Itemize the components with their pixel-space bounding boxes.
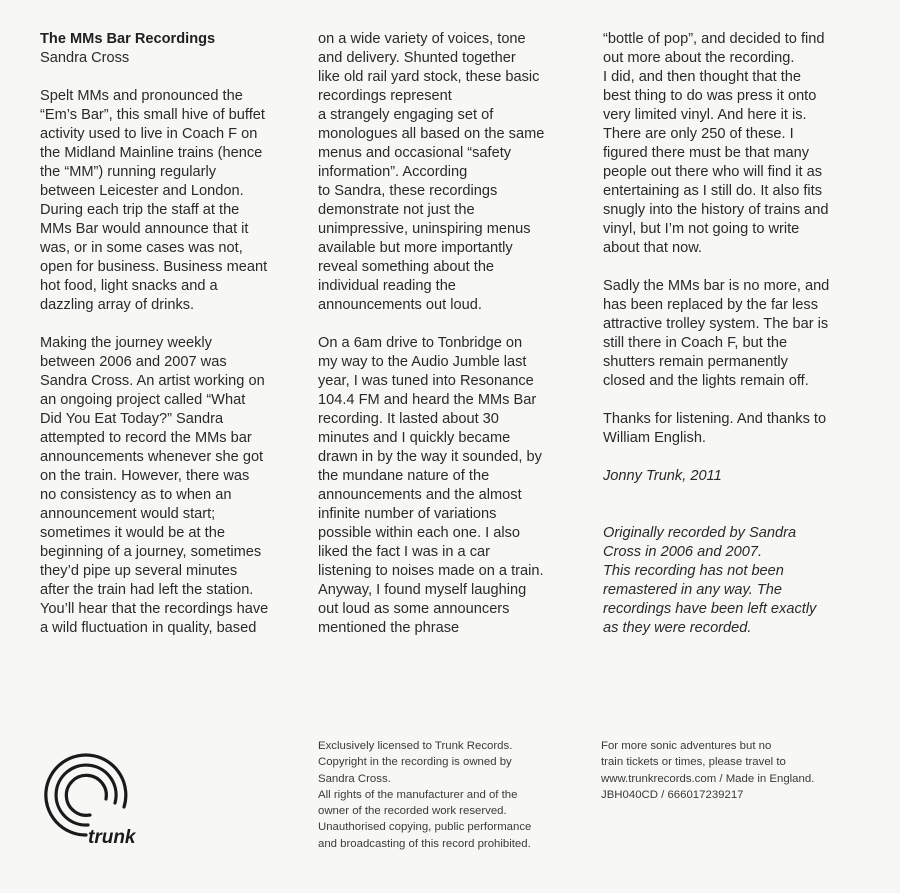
text-line: mentioned the phrase: [318, 620, 460, 636]
text-line: Anyway, I found myself laughing: [318, 582, 527, 598]
text-line: Sandra Cross. An artist working on: [40, 373, 265, 389]
text-line: like old rail yard stock, these basic: [318, 69, 540, 85]
text-line: my way to the Audio Jumble last: [318, 354, 527, 370]
text-line: vinyl, but I’m not going to write: [603, 221, 800, 237]
signature: Jonny Trunk, 2011: [603, 468, 722, 484]
text-line: snugly into the history of trains and: [603, 202, 829, 218]
text-line: best thing to do was press it onto: [603, 88, 817, 104]
text-line: announcement would start;: [40, 506, 216, 522]
text-line: minutes and I quickly became: [318, 430, 511, 446]
text-line: and broadcasting of this record prohibited.: [318, 837, 531, 850]
paragraph-sadly: [603, 277, 863, 391]
recording-note: [603, 524, 863, 638]
text-line: During each trip the staff at the: [40, 202, 240, 218]
paragraph-em-bar: [40, 87, 295, 315]
text-line: William English.: [603, 430, 706, 446]
text-line: Originally recorded by Sandra: [603, 525, 797, 541]
text-line: was, or in some cases was not,: [40, 240, 243, 256]
text-line: the “MM”) running regularly: [40, 164, 216, 180]
text-line: very limited vinyl. And here it is.: [603, 107, 807, 123]
text-line: Copyright in the recording is owned by: [318, 756, 512, 769]
text-line: Making the journey weekly: [40, 335, 212, 351]
text-line: sometimes it would be at the: [40, 525, 225, 541]
text-line: announcements whenever she got: [40, 449, 264, 465]
text-line: on a wide variety of voices, tone: [318, 31, 526, 47]
document-title: The MMs Bar Recordings: [40, 31, 216, 47]
text-line: after the train had left the station.: [40, 582, 254, 598]
paragraph-drive: [318, 334, 578, 638]
text-line: and delivery. Shunted together: [318, 50, 516, 66]
text-line: All rights of the manufacturer and of the: [318, 788, 518, 801]
text-line: Unauthorised copying, public performance: [318, 821, 532, 834]
text-line: information”. According: [318, 164, 468, 180]
text-line: entertaining as I still do. It also fits: [603, 183, 823, 199]
text-line: still there in Coach F, but the: [603, 335, 788, 351]
text-line: between Leicester and London.: [40, 183, 244, 199]
text-line: recordings represent: [318, 88, 452, 104]
text-line: On a 6am drive to Tonbridge on: [318, 335, 523, 351]
trunk-logo-icon: [44, 753, 144, 853]
text-line: You’ll hear that the recordings have: [40, 601, 269, 617]
text-line: Cross in 2006 and 2007.: [603, 544, 763, 560]
catalog-number: JBH040CD / 666017239217: [601, 788, 744, 801]
text-line: to Sandra, these recordings: [318, 183, 498, 199]
text-line: available but more importantly: [318, 240, 513, 256]
text-line: between 2006 and 2007 was: [40, 354, 227, 370]
text-line: For more sonic adventures but no: [601, 740, 772, 752]
text-line: monologues all based on the same: [318, 126, 545, 142]
text-line: shutters remain permanently: [603, 354, 788, 370]
text-line: people out there who will find it as: [603, 164, 823, 180]
text-line: on the train. However, there was: [40, 468, 250, 484]
text-line: as they were recorded.: [603, 620, 752, 636]
author-name: Sandra Cross: [40, 50, 130, 66]
text-line: “bottle of pop”, and decided to find: [603, 31, 825, 47]
text-column-3: [603, 30, 863, 638]
text-line: train tickets or times, please travel to: [601, 756, 786, 769]
text-line: has been replaced by the far less: [603, 297, 818, 313]
logo-text: trunk: [88, 827, 136, 848]
text-line: listening to noises made on a train.: [318, 563, 544, 579]
label-info: [601, 738, 814, 803]
text-line: There are only 250 of these. I: [603, 126, 794, 142]
text-line: owner of the recorded work reserved.: [318, 805, 507, 818]
paragraph-journey: [40, 334, 295, 638]
legal-notice: [318, 738, 531, 852]
text-line: liked the fact I was in a car: [318, 544, 490, 560]
text-line: closed and the lights remain off.: [603, 373, 809, 389]
text-line: out more about the recording.: [603, 50, 795, 66]
text-line: Spelt MMs and pronounced the: [40, 88, 243, 104]
text-line: drawn in by the way it sounded, by: [318, 449, 542, 465]
text-column-1: [40, 30, 295, 638]
paragraph-thanks: [603, 410, 863, 448]
text-line: no consistency as to when an: [40, 487, 232, 503]
text-column-2: [318, 30, 578, 638]
text-line: Thanks for listening. And thanks to: [603, 411, 827, 427]
paragraph-voices: [318, 30, 578, 315]
text-line: the Midland Mainline trains (hence: [40, 145, 263, 161]
text-line: I did, and then thought that the: [603, 69, 801, 85]
text-line: demonstrate not just the: [318, 202, 475, 218]
text-line: announcements and the almost: [318, 487, 522, 503]
text-line: an ongoing project called “What: [40, 392, 246, 408]
text-line: announcements out loud.: [318, 297, 482, 313]
text-line: they’d pipe up several minutes: [40, 563, 238, 579]
text-line: about that now.: [603, 240, 702, 256]
text-line: figured there must be that many: [603, 145, 810, 161]
text-line: “Em’s Bar”, this small hive of buffet: [40, 107, 265, 123]
text-line: out loud as some announcers: [318, 601, 510, 617]
text-line: Exclusively licensed to Trunk Records.: [318, 740, 513, 752]
text-line: attempted to record the MMs bar: [40, 430, 252, 446]
text-line: hot food, light snacks and a: [40, 278, 218, 294]
text-line: recording. It lasted about 30: [318, 411, 499, 427]
text-line: dazzling array of drinks.: [40, 297, 195, 313]
text-line: recordings have been left exactly: [603, 601, 817, 617]
text-line: infinite number of variations: [318, 506, 497, 522]
text-line: menus and occasional “safety: [318, 145, 512, 161]
text-line: the mundane nature of the: [318, 468, 490, 484]
logo-ring-inner: [66, 775, 106, 815]
text-line: reveal something about the: [318, 259, 495, 275]
text-line: a strangely engaging set of: [318, 107, 494, 123]
text-line: unimpressive, uninspiring menus: [318, 221, 531, 237]
text-line: a wild fluctuation in quality, based: [40, 620, 257, 636]
text-line: Sandra Cross.: [318, 772, 391, 785]
text-line: open for business. Business meant: [40, 259, 268, 275]
text-line: This recording has not been: [603, 563, 784, 579]
text-line: Sadly the MMs bar is no more, and: [603, 278, 830, 294]
text-line: MMs Bar would announce that it: [40, 221, 249, 237]
text-line: individual reading the: [318, 278, 456, 294]
text-line: beginning of a journey, sometimes: [40, 544, 262, 560]
paragraph-bottle-of-pop: [603, 30, 863, 258]
text-line: remastered in any way. The: [603, 582, 782, 598]
text-line: activity used to live in Coach F on: [40, 126, 258, 142]
logo-ring-outer: [46, 755, 126, 835]
website-text: www.trunkrecords.com / Made in England.: [601, 772, 815, 785]
text-line: attractive trolley system. The bar is: [603, 316, 829, 332]
text-line: 104.4 FM and heard the MMs Bar: [318, 392, 537, 408]
text-line: possible within each one. I also: [318, 525, 521, 541]
text-line: Did You Eat Today?” Sandra: [40, 411, 224, 427]
text-line: year, I was tuned into Resonance: [318, 373, 534, 389]
